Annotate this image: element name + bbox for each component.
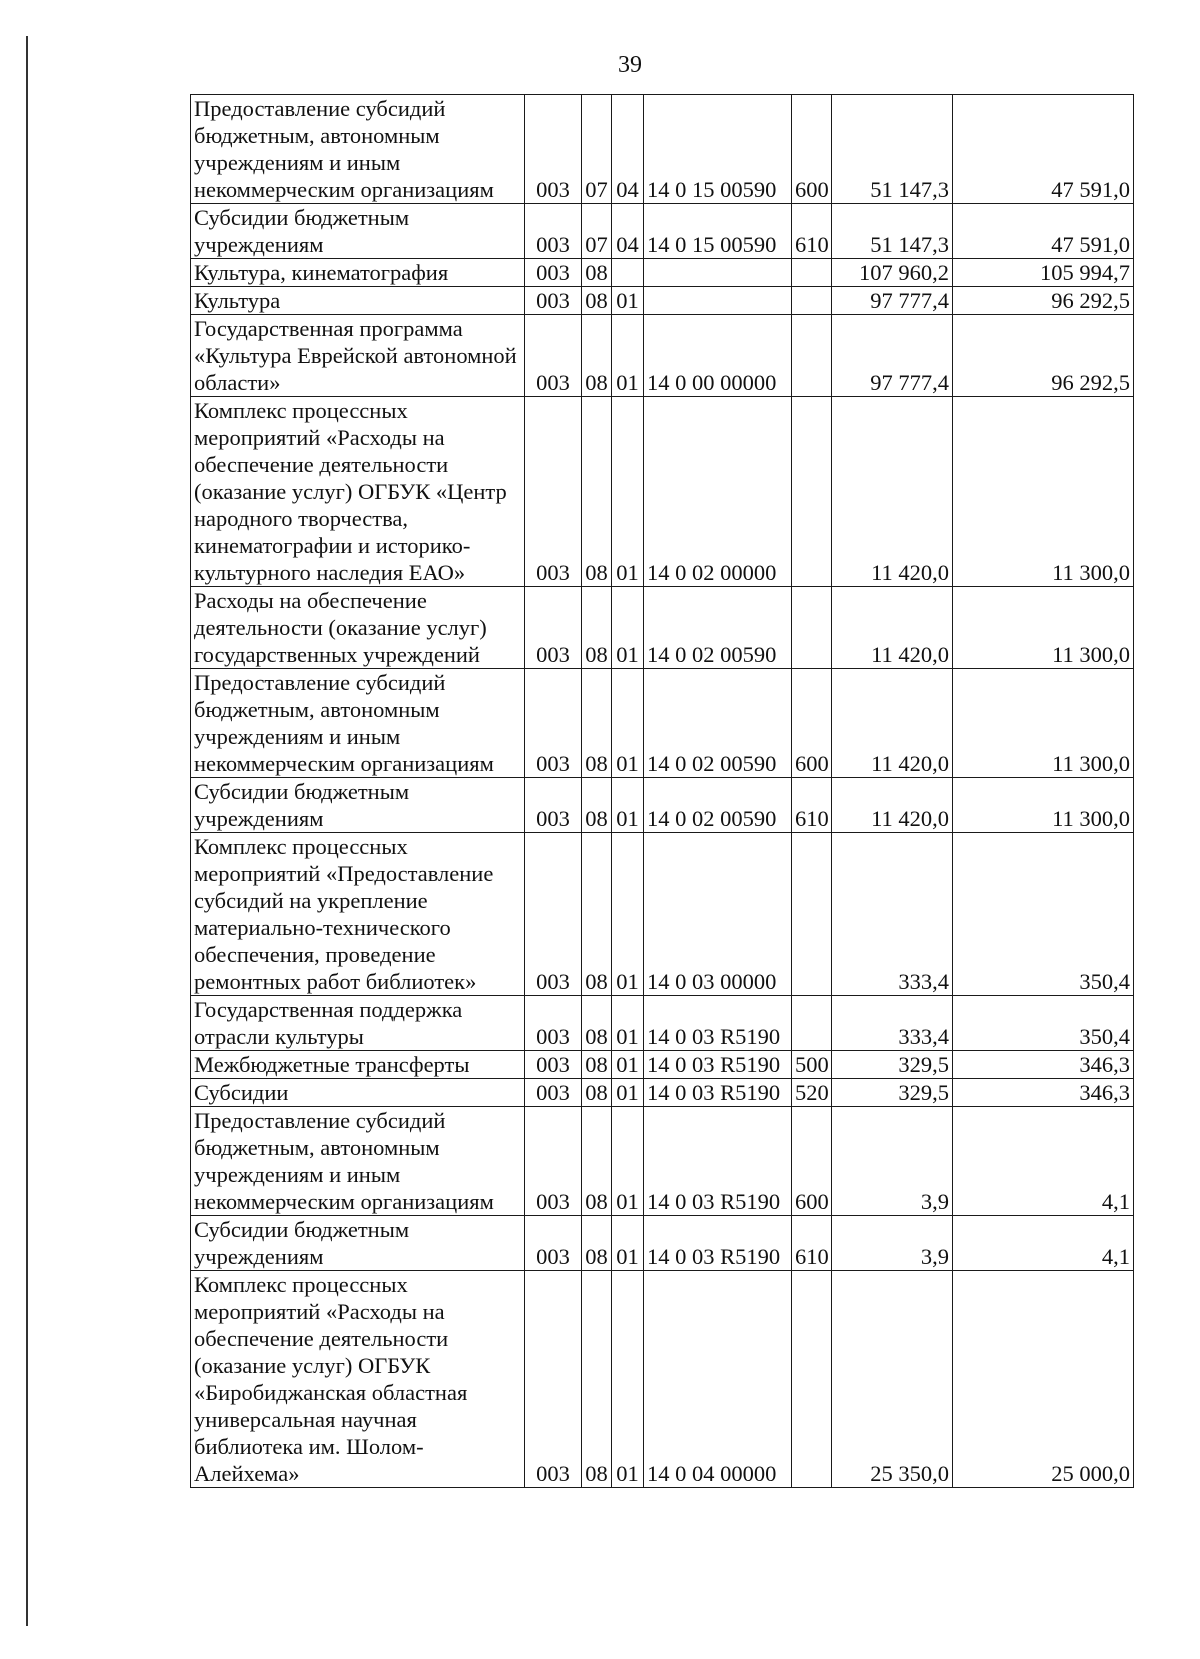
amount-year-2: 4,1 bbox=[953, 1107, 1134, 1216]
table-row bbox=[191, 1271, 1134, 1488]
admin-code: 003 bbox=[525, 778, 582, 833]
expense-type-code: 610 bbox=[792, 204, 832, 259]
expense-type-code: 600 bbox=[792, 1107, 832, 1216]
section-code: 08 bbox=[582, 397, 612, 587]
expense-type-code bbox=[792, 1271, 832, 1488]
target-article-code bbox=[644, 287, 792, 315]
subsection-code: 01 bbox=[612, 1216, 644, 1271]
amount-year-2: 11 300,0 bbox=[953, 587, 1134, 669]
amount-year-2: 4,1 bbox=[953, 1216, 1134, 1271]
expense-type-code bbox=[792, 996, 832, 1051]
target-article-code bbox=[644, 259, 792, 287]
amount-year-2: 11 300,0 bbox=[953, 778, 1134, 833]
amount-year-2: 346,3 bbox=[953, 1079, 1134, 1107]
expense-name: Культура bbox=[191, 287, 525, 315]
target-article-code: 14 0 02 00590 bbox=[644, 778, 792, 833]
section-code: 08 bbox=[582, 996, 612, 1051]
amount-year-1: 3,9 bbox=[832, 1107, 953, 1216]
expense-name: Государственная программа «Культура Еврейской автономной области» bbox=[191, 315, 525, 397]
table-row bbox=[191, 1107, 1134, 1216]
admin-code: 003 bbox=[525, 1079, 582, 1107]
subsection-code: 01 bbox=[612, 315, 644, 397]
amount-year-1: 107 960,2 bbox=[832, 259, 953, 287]
table-row bbox=[191, 287, 1134, 315]
amount-year-1: 97 777,4 bbox=[832, 287, 953, 315]
table-row bbox=[191, 204, 1134, 259]
admin-code: 003 bbox=[525, 259, 582, 287]
table-row bbox=[191, 1079, 1134, 1107]
expense-name: Субсидии бюджетным учреждениям bbox=[191, 1216, 525, 1271]
amount-year-1: 329,5 bbox=[832, 1051, 953, 1079]
admin-code: 003 bbox=[525, 397, 582, 587]
target-article-code: 14 0 02 00590 bbox=[644, 587, 792, 669]
subsection-code bbox=[612, 259, 644, 287]
subsection-code: 01 bbox=[612, 287, 644, 315]
subsection-code: 01 bbox=[612, 778, 644, 833]
amount-year-2: 25 000,0 bbox=[953, 1271, 1134, 1488]
admin-code: 003 bbox=[525, 669, 582, 778]
expense-name: Комплекс процессных мероприятий «Предоставление субсидий на укрепление материально-технического обеспечения, проведение ремонтных работ библиотек» bbox=[191, 833, 525, 996]
budget-table bbox=[190, 94, 1134, 1488]
expense-type-code: 520 bbox=[792, 1079, 832, 1107]
admin-code: 003 bbox=[525, 95, 582, 204]
expense-type-code bbox=[792, 833, 832, 996]
amount-year-2: 105 994,7 bbox=[953, 259, 1134, 287]
budget-table-body bbox=[191, 95, 1134, 1488]
amount-year-1: 51 147,3 bbox=[832, 95, 953, 204]
expense-name: Субсидии bbox=[191, 1079, 525, 1107]
section-code: 08 bbox=[582, 669, 612, 778]
target-article-code: 14 0 03 00000 bbox=[644, 833, 792, 996]
target-article-code: 14 0 03 R5190 bbox=[644, 1051, 792, 1079]
expense-type-code bbox=[792, 397, 832, 587]
table-row bbox=[191, 397, 1134, 587]
table-row bbox=[191, 259, 1134, 287]
amount-year-2: 346,3 bbox=[953, 1051, 1134, 1079]
expense-type-code: 610 bbox=[792, 778, 832, 833]
amount-year-2: 11 300,0 bbox=[953, 669, 1134, 778]
subsection-code: 01 bbox=[612, 1079, 644, 1107]
expense-name: Культура, кинематография bbox=[191, 259, 525, 287]
amount-year-2: 350,4 bbox=[953, 833, 1134, 996]
admin-code: 003 bbox=[525, 315, 582, 397]
target-article-code: 14 0 02 00000 bbox=[644, 397, 792, 587]
subsection-code: 01 bbox=[612, 669, 644, 778]
table-row bbox=[191, 95, 1134, 204]
expense-name: Комплекс процессных мероприятий «Расходы на обеспечение деятельности (оказание услуг) ОГБУК «Биробиджанская областная универсальная научная библиотека им. Шолом-Алейхема» bbox=[191, 1271, 525, 1488]
table-row bbox=[191, 315, 1134, 397]
expense-name: Субсидии бюджетным учреждениям bbox=[191, 204, 525, 259]
page-number: 39 bbox=[618, 52, 642, 78]
section-code: 07 bbox=[582, 95, 612, 204]
expense-name: Межбюджетные трансферты bbox=[191, 1051, 525, 1079]
expense-name: Государственная поддержка отрасли культуры bbox=[191, 996, 525, 1051]
amount-year-1: 333,4 bbox=[832, 996, 953, 1051]
expense-name: Предоставление субсидий бюджетным, автономным учреждениям и иным некоммерческим организациям bbox=[191, 1107, 525, 1216]
page-binding-line bbox=[26, 36, 28, 1626]
amount-year-2: 350,4 bbox=[953, 996, 1134, 1051]
amount-year-1: 11 420,0 bbox=[832, 587, 953, 669]
admin-code: 003 bbox=[525, 1216, 582, 1271]
admin-code: 003 bbox=[525, 1107, 582, 1216]
section-code: 08 bbox=[582, 287, 612, 315]
subsection-code: 04 bbox=[612, 95, 644, 204]
amount-year-1: 97 777,4 bbox=[832, 315, 953, 397]
target-article-code: 14 0 02 00590 bbox=[644, 669, 792, 778]
expense-type-code bbox=[792, 259, 832, 287]
section-code: 07 bbox=[582, 204, 612, 259]
subsection-code: 01 bbox=[612, 1051, 644, 1079]
subsection-code: 01 bbox=[612, 996, 644, 1051]
table-row bbox=[191, 587, 1134, 669]
table-row bbox=[191, 1216, 1134, 1271]
amount-year-2: 11 300,0 bbox=[953, 397, 1134, 587]
section-code: 08 bbox=[582, 315, 612, 397]
target-article-code: 14 0 03 R5190 bbox=[644, 1107, 792, 1216]
amount-year-1: 11 420,0 bbox=[832, 669, 953, 778]
expense-type-code bbox=[792, 315, 832, 397]
section-code: 08 bbox=[582, 259, 612, 287]
amount-year-2: 96 292,5 bbox=[953, 287, 1134, 315]
target-article-code: 14 0 04 00000 bbox=[644, 1271, 792, 1488]
expense-name: Комплекс процессных мероприятий «Расходы на обеспечение деятельности (оказание услуг) ОГБУК «Центр народного творчества, кинематографии и историко-культурного наследия ЕАО» bbox=[191, 397, 525, 587]
amount-year-2: 47 591,0 bbox=[953, 204, 1134, 259]
expense-type-code: 600 bbox=[792, 669, 832, 778]
section-code: 08 bbox=[582, 1271, 612, 1488]
expense-type-code: 600 bbox=[792, 95, 832, 204]
table-row bbox=[191, 669, 1134, 778]
subsection-code: 04 bbox=[612, 204, 644, 259]
admin-code: 003 bbox=[525, 833, 582, 996]
subsection-code: 01 bbox=[612, 587, 644, 669]
expense-name: Предоставление субсидий бюджетным, автономным учреждениям и иным некоммерческим организациям bbox=[191, 95, 525, 204]
section-code: 08 bbox=[582, 833, 612, 996]
section-code: 08 bbox=[582, 1216, 612, 1271]
admin-code: 003 bbox=[525, 996, 582, 1051]
admin-code: 003 bbox=[525, 1051, 582, 1079]
admin-code: 003 bbox=[525, 287, 582, 315]
expense-type-code: 610 bbox=[792, 1216, 832, 1271]
admin-code: 003 bbox=[525, 204, 582, 259]
expense-type-code bbox=[792, 587, 832, 669]
table-row bbox=[191, 1051, 1134, 1079]
amount-year-2: 96 292,5 bbox=[953, 315, 1134, 397]
subsection-code: 01 bbox=[612, 397, 644, 587]
section-code: 08 bbox=[582, 1079, 612, 1107]
table-row bbox=[191, 778, 1134, 833]
amount-year-1: 25 350,0 bbox=[832, 1271, 953, 1488]
section-code: 08 bbox=[582, 1051, 612, 1079]
expense-name: Предоставление субсидий бюджетным, автономным учреждениям и иным некоммерческим организациям bbox=[191, 669, 525, 778]
section-code: 08 bbox=[582, 1107, 612, 1216]
table-row bbox=[191, 996, 1134, 1051]
target-article-code: 14 0 03 R5190 bbox=[644, 996, 792, 1051]
amount-year-2: 47 591,0 bbox=[953, 95, 1134, 204]
admin-code: 003 bbox=[525, 587, 582, 669]
target-article-code: 14 0 00 00000 bbox=[644, 315, 792, 397]
amount-year-1: 329,5 bbox=[832, 1079, 953, 1107]
expense-name: Субсидии бюджетным учреждениям bbox=[191, 778, 525, 833]
target-article-code: 14 0 15 00590 bbox=[644, 95, 792, 204]
expense-type-code bbox=[792, 287, 832, 315]
subsection-code: 01 bbox=[612, 1271, 644, 1488]
expense-name: Расходы на обеспечение деятельности (оказание услуг) государственных учреждений bbox=[191, 587, 525, 669]
amount-year-1: 11 420,0 bbox=[832, 397, 953, 587]
subsection-code: 01 bbox=[612, 833, 644, 996]
admin-code: 003 bbox=[525, 1271, 582, 1488]
amount-year-1: 3,9 bbox=[832, 1216, 953, 1271]
amount-year-1: 11 420,0 bbox=[832, 778, 953, 833]
section-code: 08 bbox=[582, 778, 612, 833]
target-article-code: 14 0 15 00590 bbox=[644, 204, 792, 259]
target-article-code: 14 0 03 R5190 bbox=[644, 1079, 792, 1107]
expense-type-code: 500 bbox=[792, 1051, 832, 1079]
target-article-code: 14 0 03 R5190 bbox=[644, 1216, 792, 1271]
amount-year-1: 333,4 bbox=[832, 833, 953, 996]
amount-year-1: 51 147,3 bbox=[832, 204, 953, 259]
section-code: 08 bbox=[582, 587, 612, 669]
table-row bbox=[191, 833, 1134, 996]
subsection-code: 01 bbox=[612, 1107, 644, 1216]
